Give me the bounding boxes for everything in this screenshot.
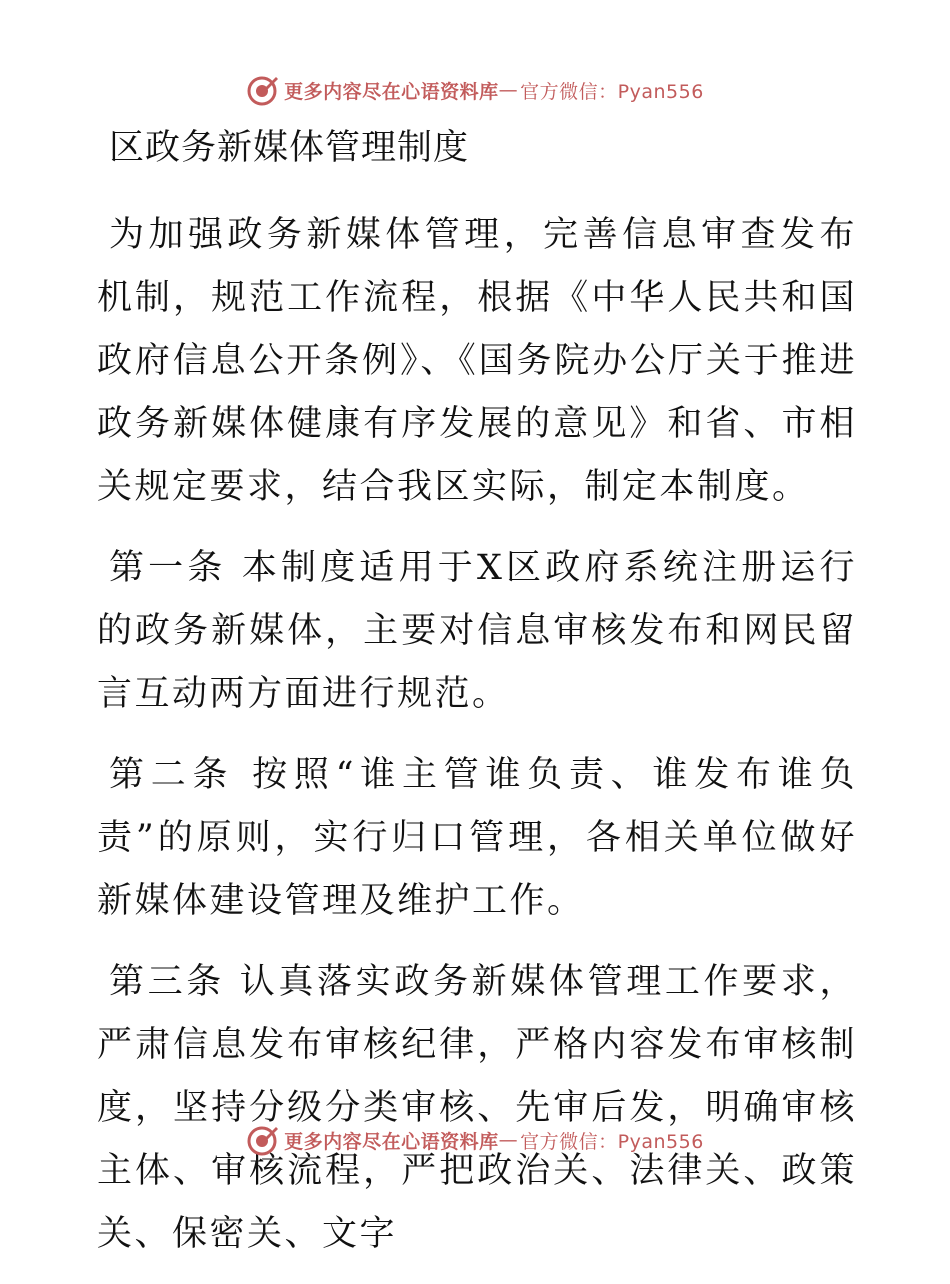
banner-dash: — bbox=[498, 1129, 519, 1151]
footer-watermark-banner bbox=[0, 1120, 950, 1160]
banner-main-text: 更多内容尽在心语资料库 bbox=[284, 80, 499, 103]
pen-logo-icon bbox=[246, 1123, 280, 1157]
paragraph-preamble: 为加强政务新媒体管理，完善信息审查发布机制，规范工作流程，根据《中华人民共和国政府信息公开条例》、《国务院办公厅关于推进政务新媒体健康有序发展的意见》和省、市相关规定要求，结合我区实际，制定本制度。 bbox=[97, 215, 857, 507]
banner-dash: — bbox=[498, 79, 519, 101]
paragraph-article-3: 第三条 认真落实政务新媒体管理工作要求，严肃信息发布审核纪律，严格内容发布审核制度，坚持分级分类审核、先审后发，明确审核主体、审核流程，严把政治关、法律关、政策关、保密关、文字 bbox=[97, 962, 857, 1254]
header-watermark-banner bbox=[0, 70, 950, 110]
banner-wechat-text: 官方微信：Pyan556 bbox=[520, 80, 704, 103]
banner-main-text: 更多内容尽在心语资料库 bbox=[284, 1130, 499, 1153]
paragraph-article-2: 第二条 按照“谁主管谁负责、谁发布谁负责”的原则，实行归口管理，各相关单位做好新媒体建设管理及维护工作。 bbox=[97, 755, 857, 921]
pen-logo-icon bbox=[246, 73, 280, 107]
document-title: 区政务新媒体管理制度 bbox=[109, 128, 470, 168]
paragraph-article-1: 第一条 本制度适用于X区政府系统注册运行的政务新媒体，主要对信息审核发布和网民留言互动两方面进行规范。 bbox=[97, 548, 857, 714]
document-body bbox=[97, 122, 857, 1284]
banner-wechat-text: 官方微信：Pyan556 bbox=[520, 1130, 704, 1153]
